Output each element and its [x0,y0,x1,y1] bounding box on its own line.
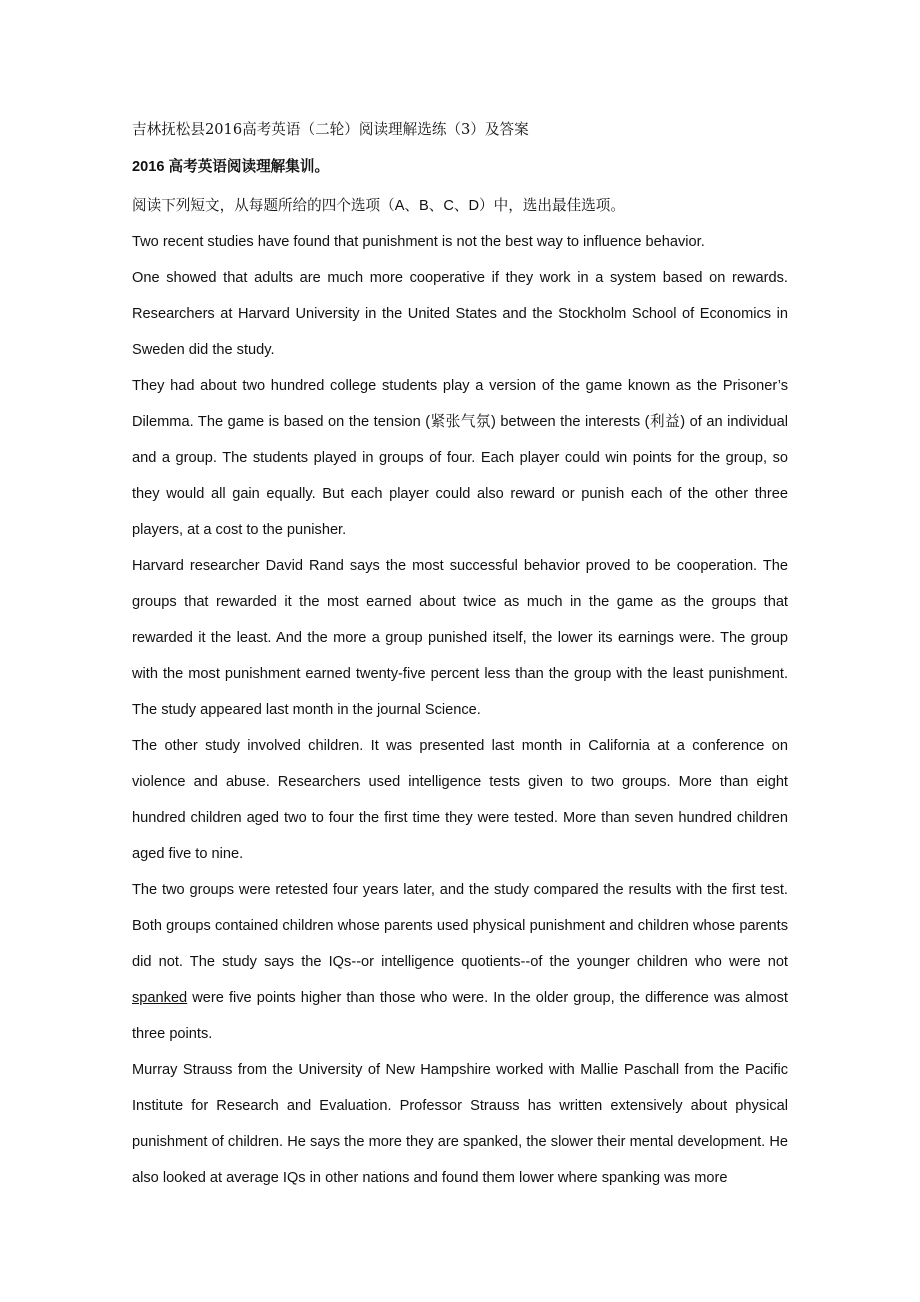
paragraph-6-text-b: were five points higher than those who were. In the older group, the difference was almost three points. [132,990,788,1042]
passage-paragraph-3 [132,368,788,548]
passage-paragraph-2: One showed that adults are much more cooperative if they work in a system based on rewards. Researchers at Harvard University in the United States and the Stockholm School of Economics in Sweden did the study. [132,270,788,358]
document-title: 吉林抚松县2016高考英语（二轮）阅读理解选练（3）及答案 [132,121,529,138]
passage-paragraph-6 [132,872,788,1052]
underlined-word-spanked: spanked [132,990,188,1006]
document-page [132,116,788,1196]
document-subtitle: 2016 高考英语阅读理解集训。 [132,159,330,175]
paragraph-3-text-a: They had about two hundred college students play a version of the game known as the Prisoner’s Dilemma. The game is based on the tension ( [132,378,788,430]
passage-paragraph-4: Harvard researcher David Rand says the most successful behavior proved to be cooperation. The groups that rewarded it the most earned about twice as much in the game as the groups that rewarded it the least. And the more a group punished itself, the lower its earnings were. The group with the most punishment earned twenty-five percent less than the group with the least punishment. The study appeared last month in the journal Science. [132,558,788,718]
paragraph-3-text-c: ) of an individual and a group. The students played in groups of four. Each player could win points for the group, so they would all gain equally. But each player could also reward or punish each of the other three players, at a cost to the punisher. [132,414,788,538]
chinese-gloss-interests: 利益 [649,413,681,430]
passage-paragraph-5: The other study involved children. It was presented last month in California at a conference on violence and abuse. Researchers used intelligence tests given to two groups. More than eight hundred children aged two to four the first time they were tested. More than seven hundred children aged five to nine. [132,738,788,862]
chinese-gloss-tension: 紧张气氛 [430,413,492,430]
paragraph-3-text-b: ) between the interests ( [491,414,650,430]
passage-paragraph-7: Murray Strauss from the University of New Hampshire worked with Mallie Paschall from the Pacific Institute for Research and Evaluation. Professor Strauss has written extensively about physical punishment of children. He says the more they are spanked, the slower their mental development. He also looked at average IQs in other nations and found them lower where spanking was more [132,1062,788,1186]
instruction-text: 阅读下列短文，从每题所给的四个选项（A、B、C、D）中，选出最佳选项。 [132,198,625,214]
paragraph-6-text-a: The two groups were retested four years later, and the study compared the results with the first test. Both groups contained children whose parents used physical punishment and children whose parents did not. The study says the IQs--or intelligence quotients--of the younger children who were not [132,882,788,970]
passage-paragraph-1: Two recent studies have found that punishment is not the best way to influence behavior. [132,234,705,250]
